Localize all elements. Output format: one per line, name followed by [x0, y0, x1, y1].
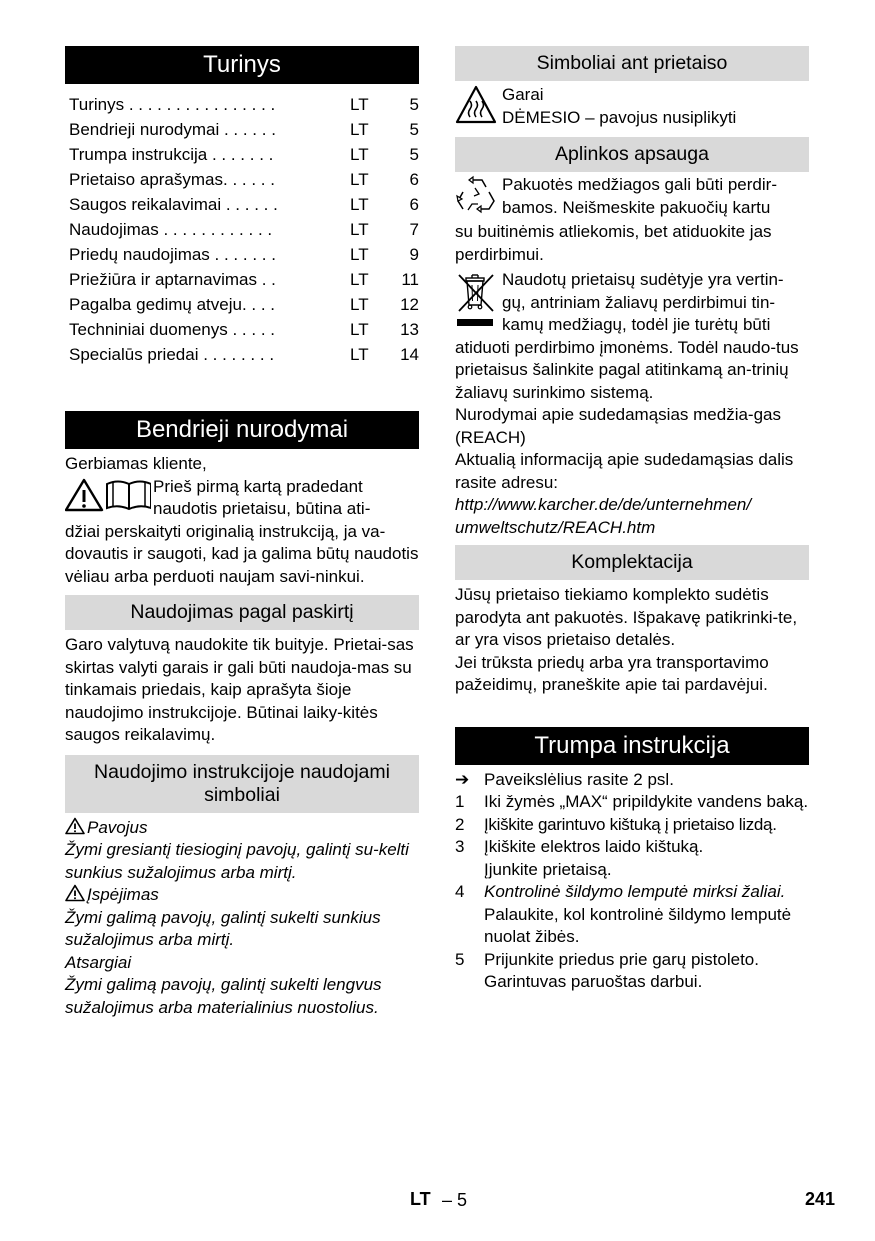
right-column — [455, 46, 809, 994]
list-item: 3 Įkiškite elektros laido kištuką. Įjunkite prietaisą. — [455, 837, 704, 879]
reach-url[interactable]: http://www.karcher.de/de/unternehmen/ umweltschutz/REACH.htm — [455, 495, 752, 537]
list-item: 2 Įkiškite garintuvo kištuką į prietaiso lizdą. — [455, 814, 777, 834]
reach-text: Nurodymai apie sudedamąsias medžia-gas (REACH) — [455, 405, 781, 447]
scope-text-1: Jūsų prietaiso tiekiamo komplekto sudėtis parodyta ant pakuotės. Išpakavę patikrinki-te, ar yra visos prietaiso detalės. — [455, 585, 798, 649]
environment-title: Aplinkos apsauga — [455, 137, 809, 172]
toc-row[interactable]: Naudojimas . . . . . . . . . . . . LT 7 — [69, 220, 419, 239]
toc-row[interactable]: Turinys . . . . . . . . . . . . . . . . LT 5 — [69, 95, 419, 114]
list-item: 4 Kontrolinė šildymo lemputė mirksi žaliai. Palaukite, kol kontrolinė šildymo lemputė nuolat žibės. — [455, 882, 792, 946]
symbols-device-title: Simboliai ant prietaiso — [455, 46, 809, 81]
recycle-icon — [455, 174, 502, 221]
toc-row[interactable]: Techniniai duomenys . . . . . LT 13 — [69, 320, 419, 339]
greeting: Gerbiamas kliente, — [65, 454, 207, 473]
reach-info: Aktualią informaciją apie sudedamąsias dalis rasite adresu: — [455, 450, 794, 492]
symbols-manual-title: Naudojimo instrukcijoje naudojami simboliai — [65, 755, 419, 813]
left-column — [65, 46, 419, 1019]
warning-icon — [65, 884, 87, 902]
toc-row[interactable]: Trumpa instrukcija . . . . . . . LT 5 — [69, 145, 419, 164]
general-title: Bendrieji nurodymai — [65, 411, 419, 449]
quick-steps — [455, 769, 809, 994]
caution-text: Žymi galimą pavojų, galintį sukelti lengvus sužalojimus arba materialinius nuostolius. — [65, 975, 382, 1017]
toc-row[interactable]: Specialūs priedai . . . . . . . . LT 14 — [69, 345, 419, 364]
weee-text: atiduoti perdirbimo įmonėms. Todėl naudo-tus prietaisus šalinkite pagal atitinkamą an-trinių žaliavų surinkimo sistemą. — [455, 337, 799, 402]
toc-row[interactable]: Saugos reikalavimai . . . . . . LT 6 — [69, 195, 419, 214]
toc-row[interactable]: Pagalba gedimų atveju. . . . LT 12 — [69, 295, 419, 314]
figure-reference: ➔ Paveikslėlius rasite 2 psl. — [455, 769, 809, 792]
crossed-bin-icon — [455, 269, 502, 335]
hot-steam-icon — [455, 84, 502, 131]
footer-page: – 5 — [442, 1190, 468, 1210]
steam-warning — [455, 84, 809, 131]
symbols-manual-list — [65, 817, 419, 1020]
scope-text-2: Jei trūksta priedų arba yra transportavimo pažeidimų, praneškite apie tai pardavėjui. — [455, 652, 769, 694]
quick-title: Trumpa instrukcija — [455, 727, 809, 765]
recycle-block: Pakuotės medžiagos gali būti perdir- bamos. Neišmeskite pakuočių kartu — [455, 174, 809, 221]
arrow-right-icon: ➔ — [455, 769, 470, 789]
toc-row[interactable]: Priedų naudojimas . . . . . . . LT 9 — [69, 245, 419, 264]
warning-manual-icon — [65, 476, 153, 516]
warning-label: Įspėjimas — [65, 884, 419, 907]
intended-use-title: Naudojimas pagal paskirtį — [65, 595, 419, 630]
toc-row[interactable]: Prietaiso aprašymas. . . . . . LT 6 — [69, 170, 419, 189]
intro-with-icons: Prieš pirmą kartą pradedant naudotis prietaisu, būtina ati- — [65, 476, 419, 521]
attention-text: DĖMESIO – pavojus nusiplikyti — [502, 107, 737, 127]
danger-label: Pavojus — [65, 817, 419, 840]
list-item: 5 Prijunkite priedus prie garų pistoleto. Garintuvas paruoštas darbui. — [455, 949, 759, 991]
list-item: 1 Iki žymės „MAX“ pripildykite vandens baką. — [455, 792, 809, 811]
intended-use-text: Garo valytuvą naudokite tik buityje. Prietai-sas skirtas valyti garais ir gali būti naudoja-mas su tinkamais priedais, kaip aprašyta šioje naudojimo instrukcijoje. Būtinai laiky-kitės saugos reikalavimų. — [65, 635, 414, 744]
weee-block: Naudotų prietaisų sudėtyje yra vertin- gų, antriniam žaliavų perdirbimui tin- kamų medžiagų, todėl jie turėtų būti — [455, 269, 809, 337]
table-of-contents — [69, 92, 419, 367]
toc-row[interactable]: Priežiūra ir aptarnavimas . . LT 11 — [69, 270, 419, 289]
danger-icon — [65, 817, 87, 835]
recycle-text: su buitinėmis atliekomis, bet atiduokite jas perdirbimui. — [455, 222, 772, 264]
caution-label: Atsargiai — [65, 952, 132, 972]
footer-page-number: 241 — [804, 1189, 835, 1209]
scope-title: Komplektacija — [455, 545, 809, 580]
warning-text: Žymi galimą pavojų, galintį sukelti sunkius sužalojimus arba mirtį. — [65, 907, 381, 949]
footer-language: LT — [410, 1189, 431, 1209]
toc-row[interactable]: Bendrieji nurodymai . . . . . . LT 5 — [69, 120, 419, 139]
intro-text: džiai perskaityti originalią instrukciją, ja va-dovautis ir saugoti, kad ja galima būtų naudotis vėliau arba perduoti naujam savi-ninkui. — [65, 521, 419, 586]
danger-text: Žymi gresiantį tiesioginį pavojų, galintį su-kelti sunkius sužalojimus arba mirtį. — [65, 840, 409, 882]
toc-title: Turinys — [65, 46, 419, 84]
steam-label: Garai — [502, 85, 544, 104]
